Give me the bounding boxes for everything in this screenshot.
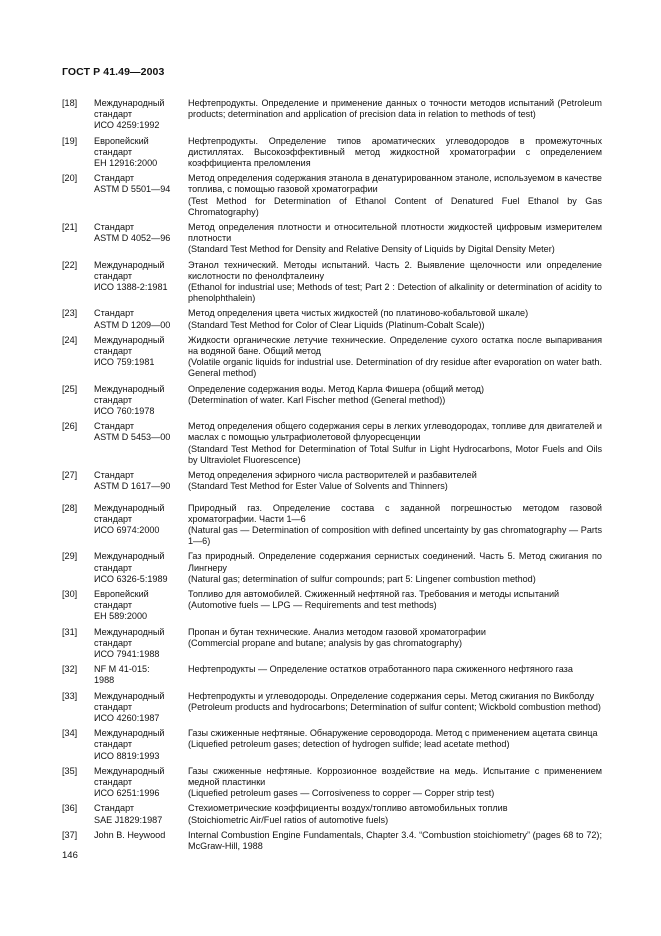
reference-standard — [94, 136, 188, 170]
description-title: Газы сжиженные нефтяные. Обнаружение сероводорода. Метод с применением ацетата свинца — [188, 728, 598, 739]
standard-line: Стандарт — [94, 308, 135, 319]
reference-entry — [62, 766, 602, 800]
standard-line: Европейский — [94, 135, 149, 146]
reference-description — [188, 728, 602, 750]
reference-number: [21] — [62, 222, 78, 233]
reference-standard — [94, 260, 188, 294]
reference-number: [36] — [62, 803, 78, 814]
reference-standard — [94, 470, 188, 492]
standard-line: ЕН 589:2000 — [94, 611, 148, 622]
reference-description — [188, 503, 602, 548]
standard-line: SAE J1829:1987 — [94, 814, 163, 825]
standard-line: ИСО 4259:1992 — [94, 120, 160, 131]
standard-line: Стандарт — [94, 222, 135, 233]
description-title: Определение содержания воды. Метод Карла Фишера (общий метод) — [188, 383, 485, 394]
description-title: Жидкости органические летучие технические. Определение сухого остатка после выпаривания на водяной бане. Общий метод — [188, 334, 602, 357]
standard-line: стандарт — [94, 394, 133, 405]
standard-line: Международный — [94, 502, 165, 513]
standard-line: Международный — [94, 690, 165, 701]
reference-standard — [94, 222, 188, 244]
reference-description — [188, 627, 602, 649]
reference-standard — [94, 98, 188, 132]
reference-entry — [62, 728, 602, 762]
standard-line: Международный — [94, 728, 165, 739]
description-english: (Liquefied petroleum gases — Corrosiveness to copper — Copper strip test) — [188, 788, 495, 799]
description-english: (Petroleum products and hydrocarbons; Determination of sulfur content; Wickbold combustion method) — [188, 701, 601, 712]
reference-entry — [62, 503, 602, 548]
page-number: 146 — [62, 850, 78, 861]
reference-description — [188, 173, 602, 218]
standard-line: Стандарт — [94, 421, 135, 432]
description-english: (Test Method for Determination of Ethanol Content of Denatured Fuel Ethanol by Gas Chromatography) — [188, 195, 602, 217]
reference-entry — [62, 470, 602, 492]
description-title: Метод определения плотности и относительной плотности жидкостей цифровым измерителем плотности — [188, 222, 602, 244]
standard-line: ИСО 1388-2:1981 — [94, 282, 168, 293]
standard-line: стандарт — [94, 562, 133, 573]
standard-line: стандарт — [94, 637, 133, 648]
reference-list — [62, 98, 602, 856]
standard-line: ИСО 8819:1993 — [94, 750, 160, 761]
standard-line: ИСО 6251:1996 — [94, 788, 160, 799]
description-english: (Standard Test Method for Ester Value of Solvents and Thinners) — [188, 481, 448, 492]
standard-line: стандарт — [94, 600, 133, 611]
description-english: (Determination of water. Karl Fischer method (General method)) — [188, 394, 446, 405]
reference-entry — [62, 335, 602, 380]
reference-entry — [62, 589, 602, 623]
description-english: (Natural gas — Determination of composition with defined uncertainty by gas chromatography — Parts 1—6) — [188, 524, 602, 547]
standard-line: стандарт — [94, 701, 133, 712]
reference-number: [24] — [62, 334, 78, 345]
reference-standard — [94, 335, 188, 369]
reference-number: [25] — [62, 383, 78, 394]
reference-description — [188, 98, 602, 120]
reference-description — [188, 589, 602, 611]
reference-standard — [94, 421, 188, 443]
description-title: Газ природный. Определение содержания сернистых соединений. Часть 5. Метод сжигания по Лингнеру — [188, 551, 602, 573]
reference-number: [19] — [62, 135, 78, 146]
reference-standard — [94, 728, 188, 762]
standard-line: ИСО 759:1981 — [94, 357, 155, 368]
standard-line: ИСО 760:1978 — [94, 406, 155, 417]
reference-description — [188, 421, 602, 466]
reference-description — [188, 766, 602, 800]
description-title: Метод определения цвета чистых жидкостей (по платиново-кобальтовой шкале) — [188, 308, 529, 319]
document-header: ГОСТ Р 41.49—2003 — [62, 66, 165, 78]
reference-standard — [94, 384, 188, 418]
description-english: (Commercial propane and butane; analysis by gas chromatography) — [188, 637, 462, 648]
reference-number: [23] — [62, 308, 78, 319]
reference-standard — [94, 691, 188, 725]
reference-number: [34] — [62, 728, 78, 739]
reference-entry — [62, 830, 602, 852]
reference-entry — [62, 627, 602, 661]
standard-line: ASTM D 5501—94 — [94, 184, 171, 195]
standard-line: Международный — [94, 626, 165, 637]
standard-line: Международный — [94, 259, 165, 270]
reference-number: [18] — [62, 98, 78, 108]
standard-line: Международный — [94, 334, 165, 345]
standard-line: Международный — [94, 551, 165, 562]
reference-standard — [94, 503, 188, 537]
reference-number: [20] — [62, 173, 78, 184]
description-title: Метод определения общего содержания серы в легких углеводородах, топливе для двигателей и маслах с помощью ультрафиолетовой флуоресценции — [188, 421, 602, 443]
description-title: Нефтепродукты. Определение и применение данных о точности методов испытаний (Petroleum products; determination and application of precision data in relation to methods of test) — [188, 98, 602, 120]
reference-number: [28] — [62, 502, 78, 513]
reference-number: [31] — [62, 626, 78, 637]
reference-standard — [94, 664, 188, 686]
description-title: Этанол технический. Методы испытаний. Часть 2. Выявление щелочности или определение кислотности по фенолфталеину — [188, 259, 602, 281]
reference-entry — [62, 222, 602, 256]
reference-number: [22] — [62, 259, 78, 270]
description-english: (Liquefied petroleum gases; detection of hydrogen sulfide; lead acetate method) — [188, 739, 510, 750]
reference-entry — [62, 803, 602, 825]
reference-standard — [94, 803, 188, 825]
reference-entry — [62, 691, 602, 725]
standard-line: стандарт — [94, 776, 133, 787]
description-title: Нефтепродукты и углеводороды. Определение содержания серы. Метод сжигания по Викболду — [188, 690, 595, 701]
description-english: (Natural gas; determination of sulfur compounds; part 5: Lingener combustion method) — [188, 573, 536, 584]
reference-number: [33] — [62, 690, 78, 701]
reference-description — [188, 260, 602, 305]
reference-entry — [62, 136, 602, 170]
reference-number: [26] — [62, 421, 78, 432]
standard-line: ASTM D 1617—90 — [94, 481, 171, 492]
reference-standard — [94, 308, 188, 330]
description-english: (Stoichiometric Air/Fuel ratios of automotive fuels) — [188, 814, 389, 825]
description-english: (Volatile organic liquids for industrial use. Determination of dry residue after evaporation on water bath. General method) — [188, 357, 602, 379]
standard-line: стандарт — [94, 346, 133, 357]
reference-standard — [94, 830, 188, 841]
description-english: (Automotive fuels — LPG — Requirements and test methods) — [188, 600, 437, 611]
standard-line: ЕН 12916:2000 — [94, 158, 158, 169]
reference-standard — [94, 551, 188, 585]
reference-standard — [94, 589, 188, 623]
reference-description — [188, 222, 602, 256]
standard-line: 1988 — [94, 675, 115, 686]
description-title: Газы сжиженные нефтяные. Коррозионное воздействие на медь. Испытание с применением медной пластинки — [188, 765, 602, 787]
reference-number: [30] — [62, 588, 78, 599]
standard-line: Международный — [94, 383, 165, 394]
reference-standard — [94, 627, 188, 661]
standard-line: стандарт — [94, 146, 133, 157]
reference-entry — [62, 421, 602, 466]
reference-description — [188, 691, 602, 713]
description-title: Стехиометрические коэффициенты воздух/топливо автомобильных топлив — [188, 803, 508, 814]
standard-line: ИСО 4260:1987 — [94, 712, 160, 723]
reference-standard — [94, 766, 188, 800]
reference-entry — [62, 384, 602, 418]
reference-description — [188, 335, 602, 380]
standard-line: Стандарт — [94, 173, 135, 184]
description-english: (Standard Test Method for Determination of Total Sulfur in Light Hydrocarbons, Motor Fuels and Oils by Ultraviolet Fluorescence) — [188, 443, 602, 465]
description-title: Метод определения содержания этанола в денатурированном этаноле, используемом в качестве топлива, с помощью газовой хроматографии — [188, 173, 602, 195]
standard-line: Европейский — [94, 588, 149, 599]
reference-description — [188, 830, 602, 852]
reference-description — [188, 136, 602, 170]
reference-entry — [62, 260, 602, 305]
standard-line: ИСО 6326-5:1989 — [94, 573, 168, 584]
description-english: (Ethanol for industrial use; Methods of test; Part 2 : Detection of alkalinity or determination of acidity to phenolphthalein) — [188, 282, 602, 304]
standard-line: ASTM D 4052—96 — [94, 233, 171, 244]
standard-line: ASTM D 1209—00 — [94, 319, 171, 330]
reference-description — [188, 384, 602, 406]
reference-description — [188, 308, 602, 330]
standard-line: Стандарт — [94, 803, 135, 814]
description-english: (Standard Test Method for Color of Clear Liquids (Platinum-Cobalt Scale)) — [188, 319, 485, 330]
description-title: Пропан и бутан технические. Анализ методом газовой хроматографии — [188, 626, 486, 637]
reference-description — [188, 551, 602, 585]
reference-entry — [62, 664, 602, 686]
reference-standard — [94, 173, 188, 195]
reference-number: [29] — [62, 551, 78, 562]
description-title: Природный газ. Определение состава с заданной погрешностью методом газовой хроматографии. Части 1—6 — [188, 502, 602, 524]
reference-number: [35] — [62, 765, 78, 776]
reference-description — [188, 803, 602, 825]
standard-line: стандарт — [94, 109, 133, 120]
standard-line: ИСО 6974:2000 — [94, 524, 160, 535]
reference-entry — [62, 98, 602, 132]
reference-number: [32] — [62, 664, 78, 675]
standard-line: стандарт — [94, 513, 133, 524]
reference-number: [27] — [62, 470, 78, 481]
standard-line: Международный — [94, 98, 165, 108]
description-title: Топливо для автомобилей. Сжиженный нефтяной газ. Требования и методы испытаний — [188, 588, 560, 599]
standard-line: ИСО 7941:1988 — [94, 648, 160, 659]
description-title: Нефтепродукты. Определение типов ароматических углеводородов в промежуточных дистиллятах. Высокоэффективный метод жидкостной хроматографии с определением коэффициента преломления — [188, 135, 602, 169]
standard-line: ASTM D 5453—00 — [94, 432, 171, 443]
reference-description — [188, 664, 602, 675]
description-title: Метод определения эфирного числа растворителей и разбавителей — [188, 470, 477, 481]
standard-line: стандарт — [94, 739, 133, 750]
standard-line: Стандарт — [94, 470, 135, 481]
reference-entry — [62, 551, 602, 585]
description-title: Internal Combustion Engine Fundamentals, Chapter 3.4. “Combustion stoichiometry” (pages 68 to 72); McGraw-Hill, 1988 — [188, 829, 602, 851]
reference-description — [188, 470, 602, 492]
reference-entry — [62, 173, 602, 218]
standard-line: NF M 41-015: — [94, 664, 150, 675]
description-title: Нефтепродукты — Определение остатков отработанного пара сжиженного нефтяного газа — [188, 664, 573, 675]
reference-entry — [62, 308, 602, 330]
standard-line: John B. Heywood — [94, 829, 166, 840]
description-english: (Standard Test Method for Density and Relative Density of Liquids by Digital Density Meter) — [188, 244, 555, 255]
standard-line: стандарт — [94, 270, 133, 281]
reference-number: [37] — [62, 829, 78, 840]
standard-line: Международный — [94, 765, 165, 776]
